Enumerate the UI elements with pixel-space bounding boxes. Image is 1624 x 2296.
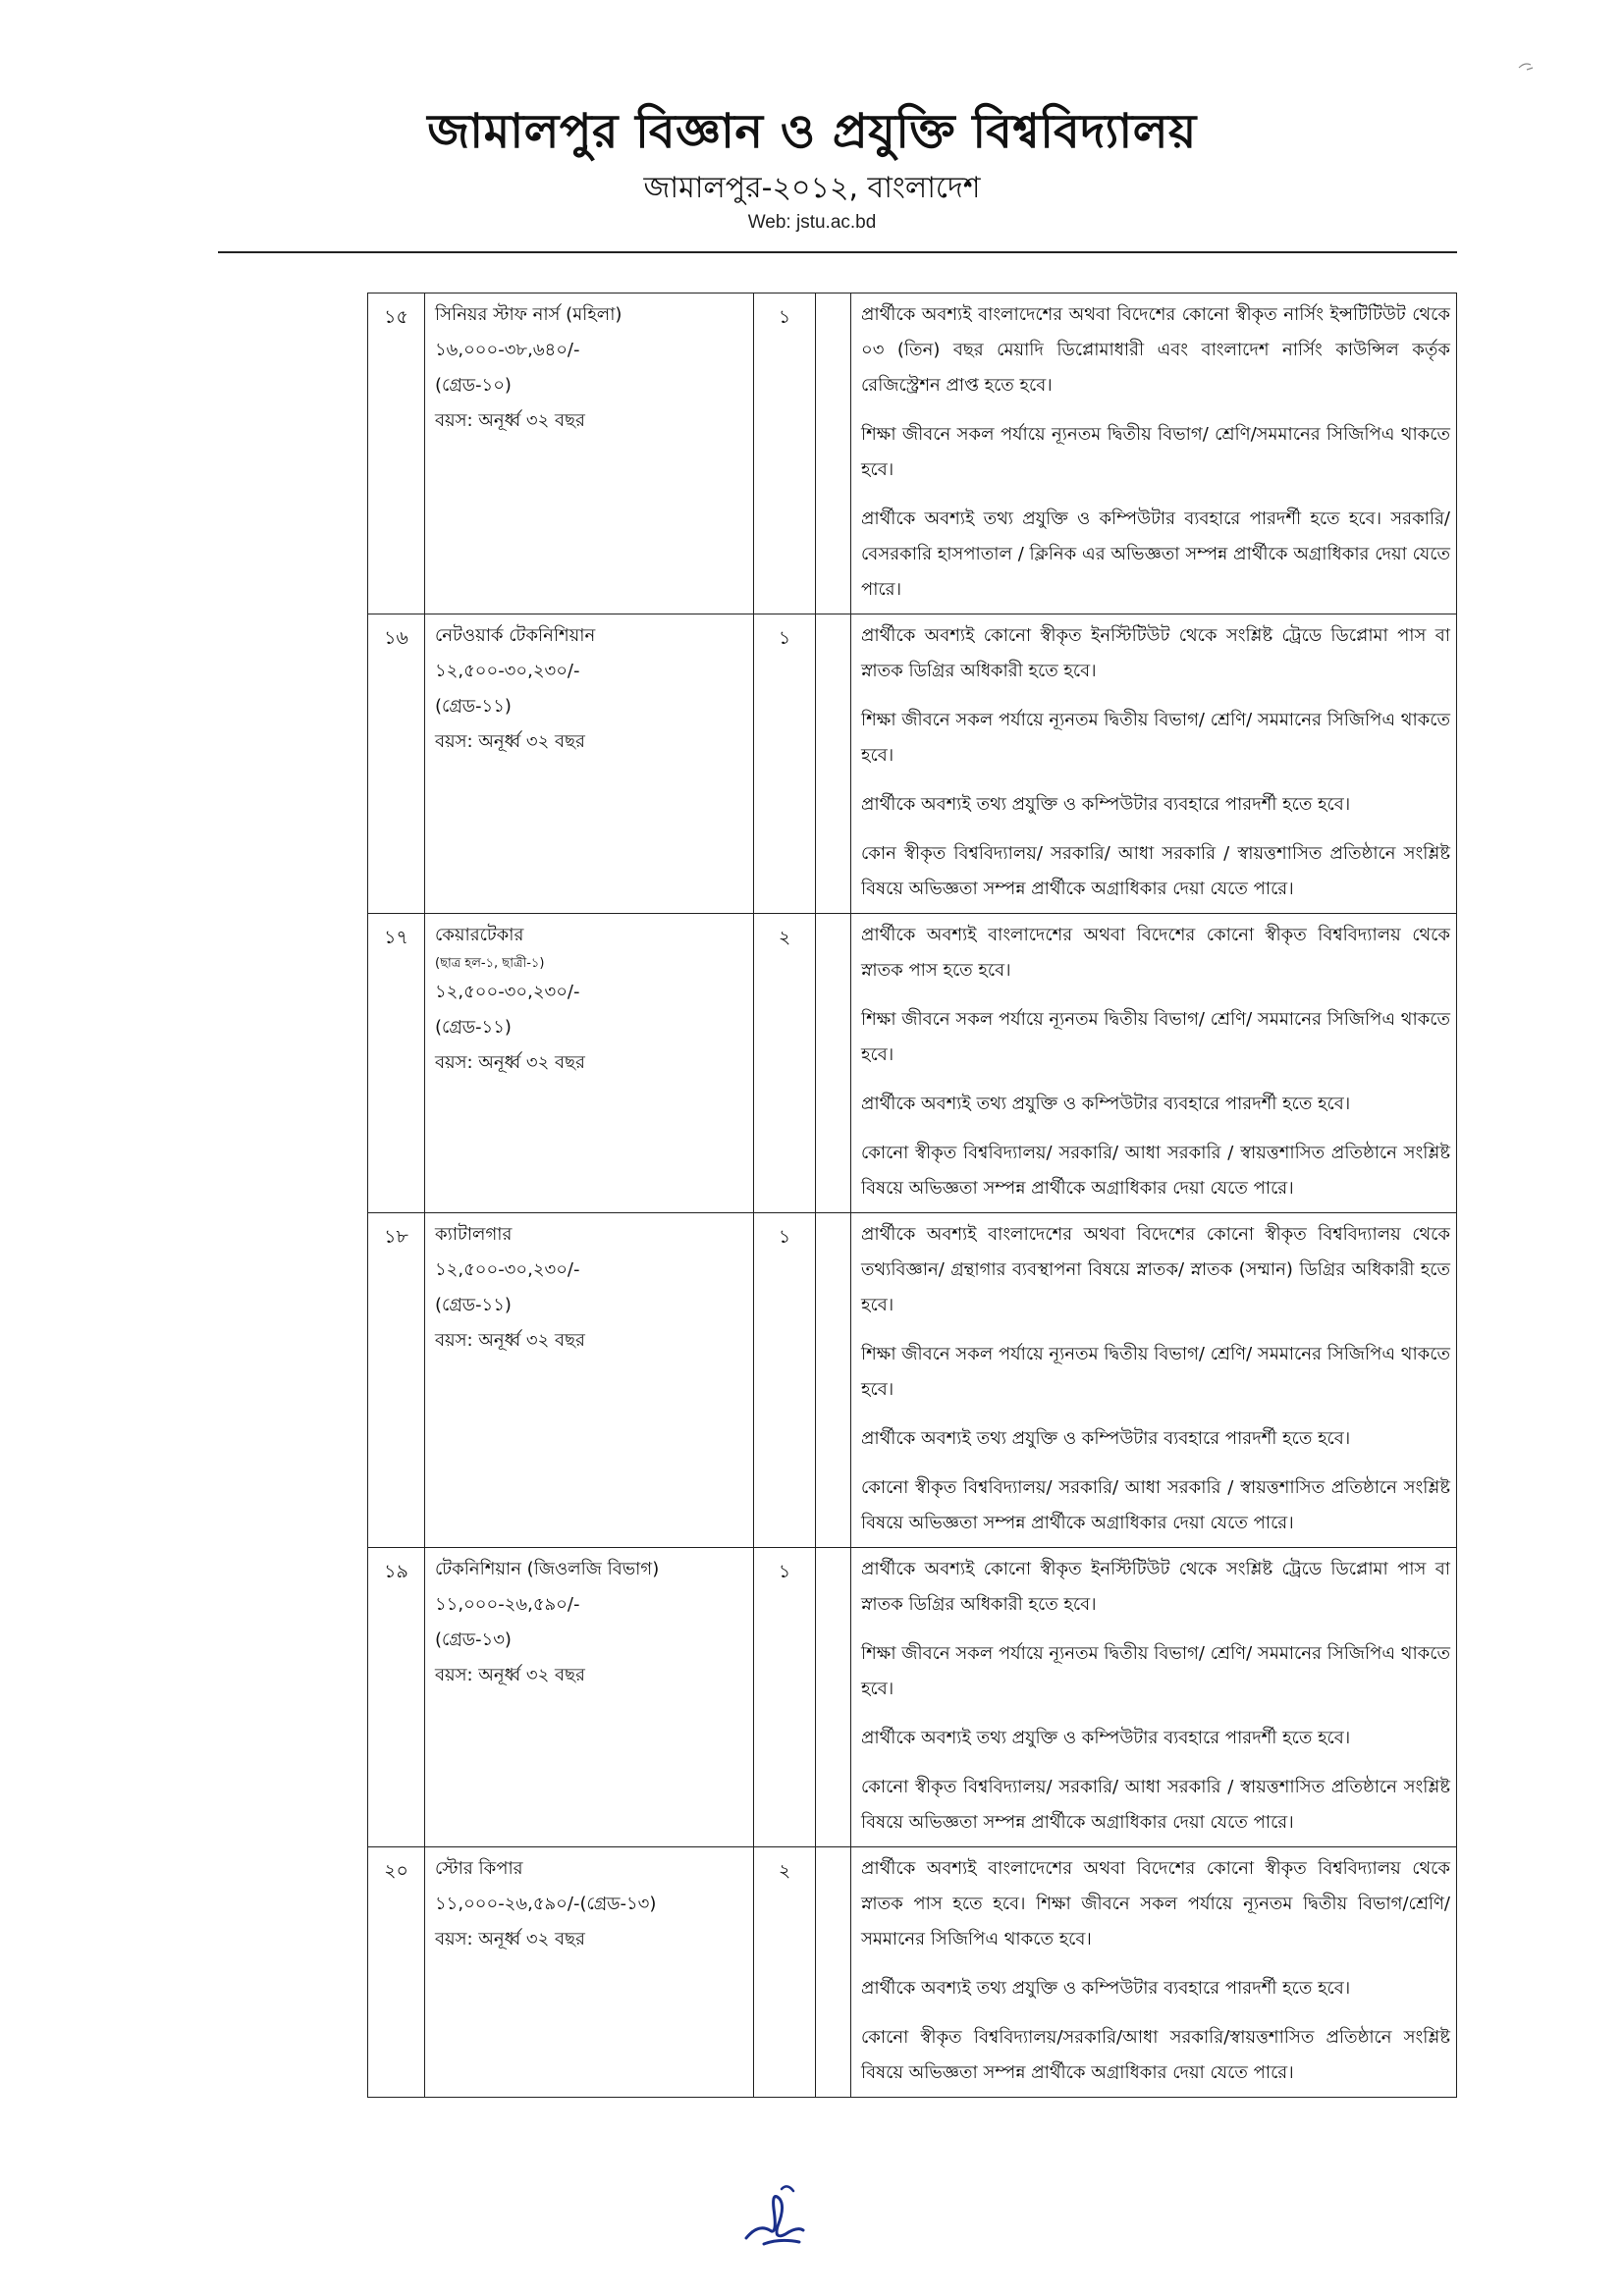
spacer-cell [816,914,851,1213]
age-limit: বয়স: অনূর্ধ্ব ৩২ বছর [435,1330,585,1351]
university-name: জামালপুর বিজ্ঞান ও প্রযুক্তি বিশ্ববিদ্যালয় [427,104,1197,159]
qualification-paragraph: প্রার্থীকে অবশ্যই তথ্য প্রযুক্তি ও কম্পিউটার ব্যবহারে পারদর্শী হতে হবে। [861,1978,1351,1999]
pay-grade: (গ্রেড-১১) [435,1295,512,1315]
table-row [368,1213,1457,1548]
qualification-paragraph: কোনো স্বীকৃত বিশ্ববিদ্যালয়/ সরকারি/ আধা সরকারি / স্বায়ত্তশাসিত প্রতিষ্ঠানে সংশ্লিষ্ট বিষয়ে অভিজ্ঞতা সম্পন্ন প্রার্থীকে অগ্রাধিকার দেয়া যেতে পারে। [861,1777,1450,1833]
age-limit: বয়স: অনূর্ধ্ব ৩২ বছর [435,731,585,752]
post-count-cell: ১ [754,1213,816,1548]
pay-grade: (গ্রেড-১৩) [435,1629,512,1650]
post-subtitle: (ছাত্র হল-১, ছাত্রী-১) [435,956,545,971]
pay-grade: (গ্রেড-১১) [435,1017,512,1038]
pay-scale: ১২,৫০০-৩০,২৩০/- [435,982,580,1002]
table-row [368,914,1457,1213]
qualification-paragraph: কোনো স্বীকৃত বিশ্ববিদ্যালয়/ সরকারি/ আধা সরকারি / স্বায়ত্তশাসিত প্রতিষ্ঠানে সংশ্লিষ্ট বিষয়ে অভিজ্ঞতা সম্পন্ন প্রার্থীকে অগ্রাধিকার দেয়া যেতে পারে। [861,1143,1450,1199]
qualifications-cell [851,914,1457,1213]
spacer-cell [816,1213,851,1548]
post-details-cell [425,914,754,1213]
qualification-paragraph: প্রার্থীকে অবশ্যই তথ্য প্রযুক্তি ও কম্পিউটার ব্যবহারে পারদর্শী হতে হবে। সরকারি/ বেসরকারি হাসপাতাল / ক্লিনিক এর অভিজ্ঞতা সম্পন্ন প্রার্থীকে অগ্রাধিকার দেয়া যেতে পারে। [861,508,1450,600]
age-limit: বয়স: অনূর্ধ্ব ৩২ বছর [435,1929,585,1949]
qualification-paragraph: প্রার্থীকে অবশ্যই বাংলাদেশের অথবা বিদেশের কোনো স্বীকৃত বিশ্ববিদ্যালয় থেকে তথ্যবিজ্ঞান/ গ্রন্থাগার ব্যবস্থাপনা বিষয়ে স্নাতক/ স্নাতক (সম্মান) ডিগ্রির অধিকারী হতে হবে। [861,1224,1450,1315]
serial-number-cell: ১৬ [368,614,425,914]
qualification-paragraph: প্রার্থীকে অবশ্যই বাংলাদেশের অথবা বিদেশের কোনো স্বীকৃত বিশ্ববিদ্যালয় থেকে স্নাতক পাস হতে হবে। [861,925,1450,981]
signature-mark [729,2169,827,2258]
qualifications-cell [851,1548,1457,1847]
positions-table-body [368,294,1457,2098]
post-details-cell [425,1847,754,2098]
table-row [368,294,1457,614]
age-limit: বয়স: অনূর্ধ্ব ৩২ বছর [435,1052,585,1073]
post-count-cell: ১ [754,1548,816,1847]
age-limit: বয়স: অনূর্ধ্ব ৩২ বছর [435,1665,585,1685]
spacer-cell [816,294,851,614]
spacer-cell [816,1847,851,2098]
pay-scale: ১২,৫০০-৩০,২৩০/- [435,1259,580,1280]
qualification-paragraph: প্রার্থীকে অবশ্যই বাংলাদেশের অথবা বিদেশের কোনো স্বীকৃত বিশ্ববিদ্যালয় থেকে স্নাতক পাস হতে হবে। শিক্ষা জীবনে সকল পর্যায়ে ন্যূনতম দ্বিতীয় বিভাগ/শ্রেণি/সমমানের সিজিপিএ থাকতে হবে। [861,1858,1450,1949]
qualification-paragraph: শিক্ষা জীবনে সকল পর্যায়ে ন্যূনতম দ্বিতীয় বিভাগ/ শ্রেণি/ সমমানের সিজিপিএ থাকতে হবে। [861,1344,1450,1400]
qualification-paragraph: প্রার্থীকে অবশ্যই তথ্য প্রযুক্তি ও কম্পিউটার ব্যবহারে পারদর্শী হতে হবে। [861,1094,1351,1114]
post-title: সিনিয়র স্টাফ নার্স (মহিলা) [435,304,623,325]
post-title: কেয়ারটেকার [435,925,524,945]
post-count-cell: ২ [754,914,816,1213]
qualifications-cell [851,294,1457,614]
post-count-cell: ২ [754,1847,816,2098]
pay-scale: ১২,৫০০-৩০,২৩০/- [435,661,580,681]
qualification-paragraph: প্রার্থীকে অবশ্যই কোনো স্বীকৃত ইনস্টিটিউট থেকে সংশ্লিষ্ট ট্রেডে ডিপ্লোমা পাস বা স্নাতক ডিগ্রির অধিকারী হতে হবে। [861,625,1450,681]
pay-scale: ১১,০০০-২৬,৫৯০/-(গ্রেড-১৩) [435,1894,657,1914]
positions-table [367,293,1457,2098]
qualification-paragraph: প্রার্থীকে অবশ্যই কোনো স্বীকৃত ইনস্টিটিউট থেকে সংশ্লিষ্ট ট্রেডে ডিপ্লোমা পাস বা স্নাতক ডিগ্রির অধিকারী হতে হবে। [861,1559,1450,1615]
post-details-cell [425,1548,754,1847]
qualifications-cell [851,1847,1457,2098]
pay-grade: (গ্রেড-১১) [435,696,512,717]
qualification-paragraph: প্রার্থীকে অবশ্যই বাংলাদেশের অথবা বিদেশের কোনো স্বীকৃত নার্সিং ইন্সটিটিউট থেকে ০৩ (তিন) বছর মেয়াদি ডিপ্লোমাধারী এবং বাংলাদেশ নার্সিং কাউন্সিল কর্তৃক রেজিস্ট্রেশন প্রাপ্ত হতে হবে। [861,304,1450,396]
page-header [0,0,1624,265]
serial-number-cell: ১৯ [368,1548,425,1847]
post-count-cell: ১ [754,614,816,914]
qualification-paragraph: শিক্ষা জীবনে সকল পর্যায়ে ন্যূনতম দ্বিতীয় বিভাগ/ শ্রেণি/ সমমানের সিজিপিএ থাকতে হবে। [861,710,1450,766]
spacer-cell [816,614,851,914]
qualification-paragraph: প্রার্থীকে অবশ্যই তথ্য প্রযুক্তি ও কম্পিউটার ব্যবহারে পারদর্শী হতে হবে। [861,1428,1351,1449]
pay-grade: (গ্রেড-১০) [435,375,512,396]
spacer-cell [816,1548,851,1847]
qualification-paragraph: শিক্ষা জীবনে সকল পর্যায়ে ন্যূনতম দ্বিতীয় বিভাগ/ শ্রেণি/ সমমানের সিজিপিএ থাকতে হবে। [861,1009,1450,1065]
age-limit: বয়স: অনূর্ধ্ব ৩২ বছর [435,410,585,431]
qualification-paragraph: শিক্ষা জীবনে সকল পর্যায়ে ন্যূনতম দ্বিতীয় বিভাগ/ শ্রেণি/ সমমানের সিজিপিএ থাকতে হবে। [861,1643,1450,1699]
pay-scale: ১১,০০০-২৬,৫৯০/- [435,1594,580,1615]
university-address: জামালপুর-২০১২, বাংলাদেশ [643,171,981,205]
pay-scale: ১৬,০০০-৩৮,৬৪০/- [435,340,580,360]
post-title: ক্যাটালগার [435,1224,513,1245]
post-title: টেকনিশিয়ান (জিওলজি বিভাগ) [435,1559,660,1579]
table-row [368,1548,1457,1847]
post-count-cell: ১ [754,294,816,614]
qualification-paragraph: কোনো স্বীকৃত বিশ্ববিদ্যালয়/ সরকারি/ আধা সরকারি / স্বায়ত্তশাসিত প্রতিষ্ঠানে সংশ্লিষ্ট বিষয়ে অভিজ্ঞতা সম্পন্ন প্রার্থীকে অগ্রাধিকার দেয়া যেতে পারে। [861,1477,1450,1533]
qualification-paragraph: প্রার্থীকে অবশ্যই তথ্য প্রযুক্তি ও কম্পিউটার ব্যবহারে পারদর্শী হতে হবে। [861,1728,1351,1748]
post-details-cell [425,294,754,614]
qualification-paragraph: কোনো স্বীকৃত বিশ্ববিদ্যালয়/সরকারি/আধা সরকারি/স্বায়ত্তশাসিত প্রতিষ্ঠানে সংশ্লিষ্ট বিষয়ে অভিজ্ঞতা সম্পন্ন প্রার্থীকে অগ্রাধিকার দেয়া যেতে পারে। [861,2027,1450,2083]
university-website: Web: jstu.ac.bd [747,212,877,233]
qualifications-cell [851,614,1457,914]
post-title: নেটওয়ার্ক টেকনিশিয়ান [435,625,596,646]
serial-number-cell: ১৮ [368,1213,425,1548]
post-title: স্টোর কিপার [435,1858,523,1879]
post-details-cell [425,1213,754,1548]
table-row [368,1847,1457,2098]
post-details-cell [425,614,754,914]
qualification-paragraph: শিক্ষা জীবনে সকল পর্যায়ে ন্যূনতম দ্বিতীয় বিভাগ/ শ্রেণি/সমমানের সিজিপিএ থাকতে হবে। [861,424,1450,480]
qualifications-cell [851,1213,1457,1548]
header-divider [218,251,1457,253]
scan-speck-mark [1517,59,1537,73]
qualification-paragraph: প্রার্থীকে অবশ্যই তথ্য প্রযুক্তি ও কম্পিউটার ব্যবহারে পারদর্শী হতে হবে। [861,794,1351,815]
serial-number-cell: ১৫ [368,294,425,614]
serial-number-cell: ১৭ [368,914,425,1213]
qualification-paragraph: কোন স্বীকৃত বিশ্ববিদ্যালয়/ সরকারি/ আধা সরকারি / স্বায়ত্তশাসিত প্রতিষ্ঠানে সংশ্লিষ্ট বিষয়ে অভিজ্ঞতা সম্পন্ন প্রার্থীকে অগ্রাধিকার দেয়া যেতে পারে। [861,843,1450,899]
serial-number-cell: ২০ [368,1847,425,2098]
table-row [368,614,1457,914]
